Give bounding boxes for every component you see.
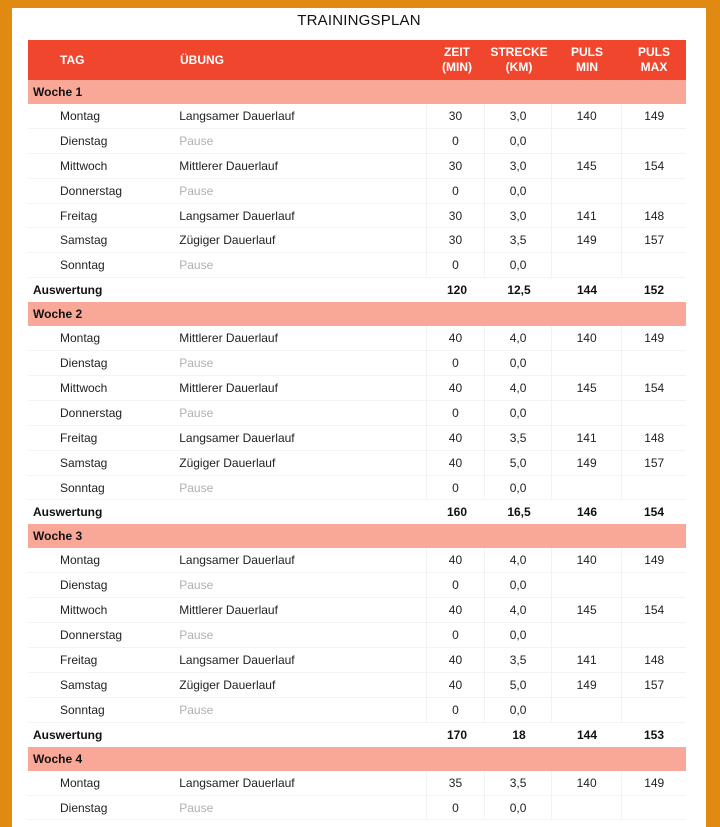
pulse-max: 148 bbox=[621, 426, 686, 450]
table-row bbox=[28, 598, 686, 623]
pulse-max bbox=[621, 401, 686, 425]
table-row bbox=[28, 451, 686, 476]
distance-km: 3,5 bbox=[484, 648, 551, 672]
summary-pulse-max: 153 bbox=[643, 727, 665, 742]
day-name: Mittwoch bbox=[60, 603, 108, 618]
distance-km: 4,0 bbox=[484, 598, 551, 622]
day-name: Freitag bbox=[60, 208, 98, 223]
summary-time: 160 bbox=[446, 505, 468, 520]
table-row bbox=[28, 673, 686, 698]
page-title: TRAININGSPLAN bbox=[297, 12, 421, 29]
pulse-min: 145 bbox=[551, 154, 622, 178]
day-name: Sonntag bbox=[60, 480, 105, 495]
pulse-max: 149 bbox=[621, 104, 686, 128]
pulse-max: 157 bbox=[621, 451, 686, 475]
table-row bbox=[28, 326, 686, 351]
table-row bbox=[28, 228, 686, 253]
summary-row bbox=[28, 500, 686, 524]
distance-km: 0,0 bbox=[484, 573, 551, 597]
time-minutes: 0 bbox=[426, 179, 485, 203]
table-row bbox=[28, 401, 686, 426]
column-header-strecke: STRECKE (KM) bbox=[490, 45, 548, 74]
day-name: Donnerstag bbox=[60, 405, 123, 420]
summary-pulse-min: 144 bbox=[576, 727, 598, 742]
summary-label: Auswertung bbox=[33, 727, 103, 742]
exercise: Pause bbox=[179, 628, 214, 643]
column-header-uebung: ÜBUNG bbox=[180, 52, 224, 67]
exercise: Mittlerer Dauerlauf bbox=[179, 331, 278, 346]
time-minutes: 30 bbox=[426, 104, 485, 128]
pulse-min bbox=[551, 573, 622, 597]
exercise: Mittlerer Dauerlauf bbox=[179, 380, 278, 395]
table-row bbox=[28, 154, 686, 179]
day-name: Montag bbox=[60, 553, 101, 568]
summary-pulse-min: 144 bbox=[576, 283, 598, 298]
distance-km: 0,0 bbox=[484, 698, 551, 722]
table-row bbox=[28, 104, 686, 129]
summary-time: 170 bbox=[446, 727, 468, 742]
time-minutes: 0 bbox=[426, 351, 485, 375]
day-name: Dienstag bbox=[60, 133, 108, 148]
time-minutes: 0 bbox=[426, 796, 485, 820]
table-row bbox=[28, 698, 686, 723]
training-plan-sheet bbox=[12, 8, 706, 827]
distance-km: 0,0 bbox=[484, 796, 551, 820]
table-row bbox=[28, 351, 686, 376]
exercise: Langsamer Dauerlauf bbox=[179, 108, 295, 123]
pulse-max: 154 bbox=[621, 376, 686, 400]
pulse-min: 140 bbox=[551, 548, 622, 572]
training-table bbox=[28, 40, 686, 820]
table-row bbox=[28, 253, 686, 278]
day-name: Montag bbox=[60, 331, 101, 346]
exercise: Pause bbox=[179, 578, 214, 593]
distance-km: 0,0 bbox=[484, 623, 551, 647]
column-header-puls-min: PULS MIN bbox=[570, 45, 603, 74]
time-minutes: 0 bbox=[426, 623, 485, 647]
pulse-min: 149 bbox=[551, 673, 622, 697]
column-header-zeit: ZEIT (MIN) bbox=[442, 45, 472, 74]
time-minutes: 30 bbox=[426, 154, 485, 178]
distance-km: 5,0 bbox=[484, 673, 551, 697]
column-header-tag: TAG bbox=[60, 52, 85, 67]
distance-km: 3,0 bbox=[484, 104, 551, 128]
time-minutes: 0 bbox=[426, 476, 485, 500]
time-minutes: 35 bbox=[426, 771, 485, 795]
time-minutes: 40 bbox=[426, 376, 485, 400]
pulse-min: 145 bbox=[551, 376, 622, 400]
distance-km: 3,0 bbox=[484, 154, 551, 178]
exercise: Langsamer Dauerlauf bbox=[179, 553, 295, 568]
pulse-min bbox=[551, 623, 622, 647]
summary-row bbox=[28, 278, 686, 302]
day-name: Dienstag bbox=[60, 800, 108, 815]
pulse-max: 157 bbox=[621, 228, 686, 252]
exercise: Mittlerer Dauerlauf bbox=[179, 603, 278, 618]
exercise: Mittlerer Dauerlauf bbox=[179, 158, 278, 173]
summary-pulse-max: 154 bbox=[643, 505, 665, 520]
time-minutes: 0 bbox=[426, 698, 485, 722]
day-name: Samstag bbox=[60, 233, 108, 248]
exercise: Pause bbox=[179, 405, 214, 420]
day-name: Freitag bbox=[60, 430, 98, 445]
pulse-min bbox=[551, 796, 622, 820]
pulse-min bbox=[551, 179, 622, 203]
time-minutes: 0 bbox=[426, 129, 485, 153]
table-row bbox=[28, 376, 686, 401]
pulse-min bbox=[551, 253, 622, 277]
exercise: Langsamer Dauerlauf bbox=[179, 775, 295, 790]
day-name: Sonntag bbox=[60, 258, 105, 273]
week-header: Woche 4 bbox=[28, 747, 686, 771]
column-header-puls-max: PULS MAX bbox=[637, 45, 670, 74]
time-minutes: 40 bbox=[426, 673, 485, 697]
pulse-max bbox=[621, 623, 686, 647]
summary-distance: 18 bbox=[512, 727, 526, 742]
pulse-min: 140 bbox=[551, 771, 622, 795]
time-minutes: 40 bbox=[426, 648, 485, 672]
distance-km: 5,0 bbox=[484, 451, 551, 475]
pulse-max bbox=[621, 476, 686, 500]
pulse-max: 149 bbox=[621, 548, 686, 572]
time-minutes: 0 bbox=[426, 253, 485, 277]
summary-time: 120 bbox=[446, 283, 468, 298]
day-name: Dienstag bbox=[60, 578, 108, 593]
exercise: Pause bbox=[179, 702, 214, 717]
pulse-max bbox=[621, 573, 686, 597]
pulse-min: 140 bbox=[551, 326, 622, 350]
pulse-min: 140 bbox=[551, 104, 622, 128]
table-row bbox=[28, 548, 686, 573]
pulse-max: 154 bbox=[621, 598, 686, 622]
exercise: Pause bbox=[179, 480, 214, 495]
day-name: Samstag bbox=[60, 677, 108, 692]
exercise: Zügiger Dauerlauf bbox=[179, 677, 276, 692]
table-row bbox=[28, 426, 686, 451]
pulse-max bbox=[621, 129, 686, 153]
exercise: Zügiger Dauerlauf bbox=[179, 233, 276, 248]
time-minutes: 0 bbox=[426, 573, 485, 597]
pulse-max bbox=[621, 796, 686, 820]
table-row bbox=[28, 573, 686, 598]
table-row bbox=[28, 179, 686, 204]
exercise: Pause bbox=[179, 183, 214, 198]
exercise: Pause bbox=[179, 133, 214, 148]
time-minutes: 30 bbox=[426, 204, 485, 228]
exercise: Pause bbox=[179, 800, 214, 815]
time-minutes: 0 bbox=[426, 401, 485, 425]
week-header: Woche 1 bbox=[28, 80, 686, 104]
time-minutes: 40 bbox=[426, 326, 485, 350]
day-name: Mittwoch bbox=[60, 380, 108, 395]
distance-km: 3,5 bbox=[484, 426, 551, 450]
day-name: Montag bbox=[60, 108, 101, 123]
pulse-min: 145 bbox=[551, 598, 622, 622]
time-minutes: 40 bbox=[426, 548, 485, 572]
summary-pulse-min: 146 bbox=[576, 505, 598, 520]
day-name: Sonntag bbox=[60, 702, 105, 717]
exercise: Langsamer Dauerlauf bbox=[179, 430, 295, 445]
summary-distance: 12,5 bbox=[507, 283, 531, 298]
day-name: Dienstag bbox=[60, 356, 108, 371]
summary-label: Auswertung bbox=[33, 283, 103, 298]
table-row bbox=[28, 623, 686, 648]
pulse-max bbox=[621, 351, 686, 375]
pulse-min: 141 bbox=[551, 648, 622, 672]
table-body bbox=[28, 80, 686, 820]
pulse-min: 149 bbox=[551, 451, 622, 475]
pulse-max: 157 bbox=[621, 673, 686, 697]
distance-km: 0,0 bbox=[484, 253, 551, 277]
pulse-max bbox=[621, 253, 686, 277]
distance-km: 4,0 bbox=[484, 376, 551, 400]
distance-km: 0,0 bbox=[484, 401, 551, 425]
time-minutes: 40 bbox=[426, 426, 485, 450]
table-row bbox=[28, 648, 686, 673]
table-row bbox=[28, 771, 686, 796]
pulse-min bbox=[551, 401, 622, 425]
distance-km: 4,0 bbox=[484, 326, 551, 350]
time-minutes: 30 bbox=[426, 228, 485, 252]
summary-row bbox=[28, 723, 686, 747]
table-row bbox=[28, 204, 686, 229]
exercise: Pause bbox=[179, 356, 214, 371]
exercise: Pause bbox=[179, 258, 214, 273]
week-header: Woche 2 bbox=[28, 302, 686, 326]
pulse-min: 141 bbox=[551, 204, 622, 228]
table-row bbox=[28, 796, 686, 821]
distance-km: 0,0 bbox=[484, 476, 551, 500]
day-name: Samstag bbox=[60, 455, 108, 470]
pulse-max: 148 bbox=[621, 648, 686, 672]
day-name: Donnerstag bbox=[60, 628, 123, 643]
summary-distance: 16,5 bbox=[507, 505, 531, 520]
day-name: Freitag bbox=[60, 652, 98, 667]
pulse-max bbox=[621, 698, 686, 722]
distance-km: 0,0 bbox=[484, 351, 551, 375]
pulse-max: 149 bbox=[621, 771, 686, 795]
table-header bbox=[28, 40, 686, 80]
pulse-min bbox=[551, 476, 622, 500]
pulse-max bbox=[621, 179, 686, 203]
day-name: Montag bbox=[60, 775, 101, 790]
day-name: Mittwoch bbox=[60, 158, 108, 173]
distance-km: 4,0 bbox=[484, 548, 551, 572]
time-minutes: 40 bbox=[426, 598, 485, 622]
pulse-min bbox=[551, 698, 622, 722]
distance-km: 0,0 bbox=[484, 179, 551, 203]
summary-label: Auswertung bbox=[33, 505, 103, 520]
pulse-max: 154 bbox=[621, 154, 686, 178]
week-header: Woche 3 bbox=[28, 524, 686, 548]
pulse-min: 141 bbox=[551, 426, 622, 450]
distance-km: 3,5 bbox=[484, 771, 551, 795]
day-name: Donnerstag bbox=[60, 183, 123, 198]
table-row bbox=[28, 129, 686, 154]
time-minutes: 40 bbox=[426, 451, 485, 475]
pulse-max: 149 bbox=[621, 326, 686, 350]
exercise: Langsamer Dauerlauf bbox=[179, 652, 295, 667]
pulse-min bbox=[551, 351, 622, 375]
exercise: Zügiger Dauerlauf bbox=[179, 455, 276, 470]
pulse-min: 149 bbox=[551, 228, 622, 252]
table-row bbox=[28, 476, 686, 501]
exercise: Langsamer Dauerlauf bbox=[179, 208, 295, 223]
distance-km: 3,5 bbox=[484, 228, 551, 252]
distance-km: 3,0 bbox=[484, 204, 551, 228]
pulse-max: 148 bbox=[621, 204, 686, 228]
pulse-min bbox=[551, 129, 622, 153]
summary-pulse-max: 152 bbox=[643, 283, 665, 298]
distance-km: 0,0 bbox=[484, 129, 551, 153]
